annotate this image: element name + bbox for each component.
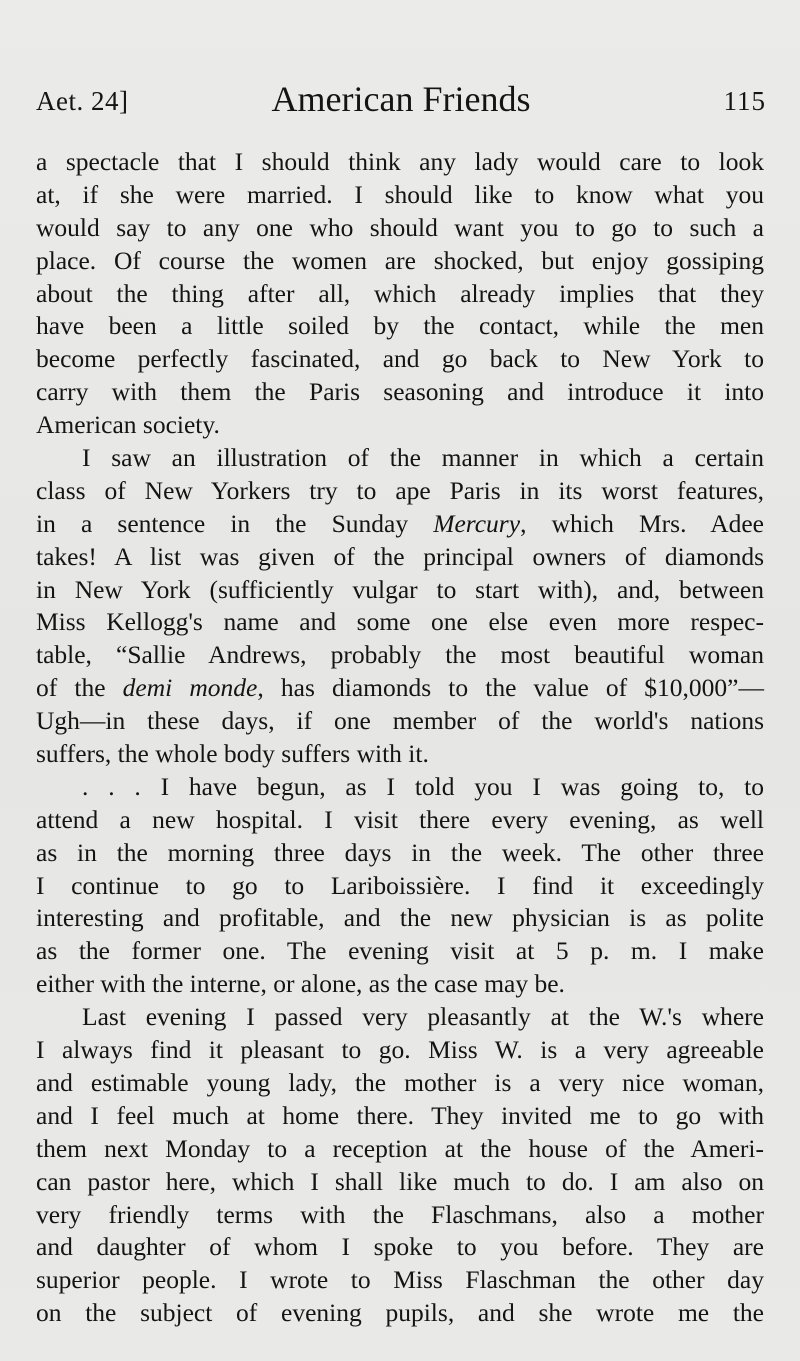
text-line: become perfectly fascinated, and go back to New York to: [36, 344, 764, 374]
running-header: [36, 78, 766, 128]
text-segment: , has diamonds to the value of $10,000”—: [257, 673, 764, 703]
text-line: in New York (sufficiently vulgar to start with), and, between: [36, 574, 764, 604]
text-line: place. Of course the women are shocked, but enjoy gossiping: [36, 245, 764, 275]
text-line: [36, 672, 764, 705]
text-line: either with the interne, or alone, as the case may be.: [36, 969, 565, 999]
newspaper-title: Mercury: [433, 508, 521, 538]
text-line: Miss Kellogg's name and some one else even more respec-: [36, 607, 764, 637]
text-line: table, “Sallie Andrews, probably the most beautiful woman: [36, 640, 764, 670]
text-line: about the thing after all, which already implies that they: [36, 278, 764, 308]
text-line: interesting and profitable, and the new physician is as polite: [36, 903, 764, 933]
text-line: I saw an illustration of the manner in which a certain: [82, 443, 764, 473]
text-line: I always find it pleasant to go. Miss W. is a very agreeable: [36, 1035, 764, 1065]
text-line: class of New Yorkers try to ape Paris in its worst features,: [36, 475, 764, 505]
text-line: carry with them the Paris seasoning and introduce it into: [36, 377, 764, 407]
text-line: Ugh—in these days, if one member of the world's nations: [36, 706, 764, 736]
body-text: [36, 146, 764, 1330]
text-line: and estimable young lady, the mother is a very nice woman,: [36, 1067, 764, 1097]
text-line: at, if she were married. I should like to know what you: [36, 179, 764, 209]
text-line: on the subject of evening pupils, and she wrote me the: [36, 1298, 764, 1328]
chapter-title: American Friends: [271, 79, 531, 119]
text-line: Last evening I passed very pleasantly at the W.'s where: [82, 1002, 764, 1032]
page-number: 115: [723, 86, 766, 116]
text-line: I continue to go to Lariboissière. I find it exceedingly: [36, 870, 764, 900]
text-line: as the former one. The evening visit at 5 p. m. I make: [36, 936, 764, 966]
text-segment: of the: [36, 673, 123, 703]
text-line: very friendly terms with the Flaschmans, also a mother: [36, 1199, 764, 1229]
text-line: [36, 508, 764, 541]
text-line: superior people. I wrote to Miss Flaschman the other day: [36, 1265, 764, 1295]
text-line: takes! A list was given of the principal owners of diamonds: [36, 541, 764, 571]
text-line: . . . I have begun, as I told you I was going to, to: [82, 771, 764, 801]
italic-phrase: demi monde: [122, 673, 258, 703]
text-line: suffers, the whole body suffers with it.: [36, 739, 429, 769]
text-line: and I feel much at home there. They invited me to go with: [36, 1100, 764, 1130]
text-line: attend a new hospital. I visit there every evening, as well: [36, 804, 764, 834]
age-marker: Aet. 24]: [36, 86, 129, 116]
text-line: as in the morning three days in the week. The other three: [36, 837, 764, 867]
text-line: American society.: [36, 410, 220, 440]
text-segment: in a sentence in the Sunday: [36, 508, 434, 538]
text-line: a spectacle that I should think any lady would care to look: [36, 147, 764, 176]
text-line: can pastor here, which I shall like much to do. I am also on: [36, 1166, 764, 1196]
text-line: would say to any one who should want you to go to such a: [36, 212, 764, 242]
text-line: and daughter of whom I spoke to you before. They are: [36, 1232, 764, 1262]
text-segment: , which Mrs. Adee: [520, 508, 764, 538]
text-line: them next Monday to a reception at the house of the Ameri-: [36, 1133, 764, 1163]
text-line: have been a little soiled by the contact, while the men: [36, 311, 764, 341]
